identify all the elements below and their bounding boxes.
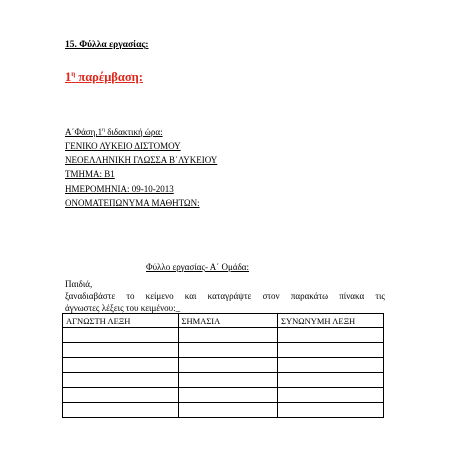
- table-row: [63, 358, 384, 373]
- table-cell[interactable]: [63, 373, 179, 388]
- table-row: [63, 328, 384, 343]
- header-meaning: ΣΗΜΑΣΙΑ: [178, 314, 278, 328]
- date-line: ΗΜΕΡΟΜΗΝΙΑ: 09-10-2013: [65, 184, 174, 194]
- table-cell[interactable]: [178, 328, 278, 343]
- table-cell[interactable]: [278, 358, 384, 373]
- worksheet-title: Φύλλο εργασίας- Α΄ Ομάδα:: [146, 262, 250, 272]
- phase-line: [65, 127, 163, 137]
- table-cell[interactable]: [278, 328, 384, 343]
- table-cell[interactable]: [63, 343, 179, 358]
- greeting: Παιδιά,: [65, 279, 93, 289]
- header-synonym: ΣΥΝΩΝΥΜΗ ΛΕΞΗ: [278, 314, 384, 328]
- table-cell[interactable]: [63, 328, 179, 343]
- table-cell[interactable]: [278, 388, 384, 403]
- table-row: [63, 343, 384, 358]
- table-cell[interactable]: [178, 403, 278, 418]
- intervention-suffix: η: [71, 70, 76, 78]
- phase-pre: Α΄Φάση,1: [65, 127, 103, 137]
- phase-post: διδακτική ώρα:: [105, 127, 163, 137]
- table-cell[interactable]: [278, 373, 384, 388]
- table-row: [63, 388, 384, 403]
- table-cell[interactable]: [63, 358, 179, 373]
- table-cell[interactable]: [178, 388, 278, 403]
- table-cell[interactable]: [178, 358, 278, 373]
- instruction-line-2: άγνωστες λέξεις του κειμένου:_: [65, 303, 181, 313]
- instruction-line-1: ξαναδιαβάστε το κείμενο και καταγράψτε στον παρακάτω πίνακα τις: [65, 291, 385, 301]
- table-cell[interactable]: [63, 388, 179, 403]
- table-cell[interactable]: [178, 343, 278, 358]
- table-header-row: [63, 314, 384, 328]
- table-body: [63, 328, 384, 418]
- table-row: [63, 403, 384, 418]
- intervention-text: παρέμβαση:: [75, 70, 143, 85]
- table-cell[interactable]: [278, 403, 384, 418]
- table-cell[interactable]: [63, 403, 179, 418]
- header-unknown-word: ΑΓΝΩΣΤΗ ΛΕΞΗ: [63, 314, 179, 328]
- phase-sup: η: [102, 127, 105, 133]
- intervention-number: 1: [65, 70, 72, 85]
- subject-line: ΝΕΟΕΛΛΗΝΙΚΗ ΓΛΩΣΣΑ Β΄ΛΥΚΕΙΟΥ: [65, 155, 218, 165]
- intervention-title: [65, 70, 143, 85]
- students-line: ΟΝΟΜΑΤΕΠΩΝΥΜΑ ΜΑΘΗΤΩΝ:: [65, 198, 200, 208]
- section-heading: 15. Φύλλα εργασίας:: [65, 40, 149, 50]
- words-table: [62, 313, 384, 418]
- table-row: [63, 373, 384, 388]
- section-line: ΤΜΗΜΑ: Β1: [65, 169, 115, 179]
- table-cell[interactable]: [178, 373, 278, 388]
- school-line: ΓΕΝΙΚΟ ΛΥΚΕΙΟ ΔΙΣΤΟΜΟΥ: [65, 141, 181, 151]
- table-cell[interactable]: [278, 343, 384, 358]
